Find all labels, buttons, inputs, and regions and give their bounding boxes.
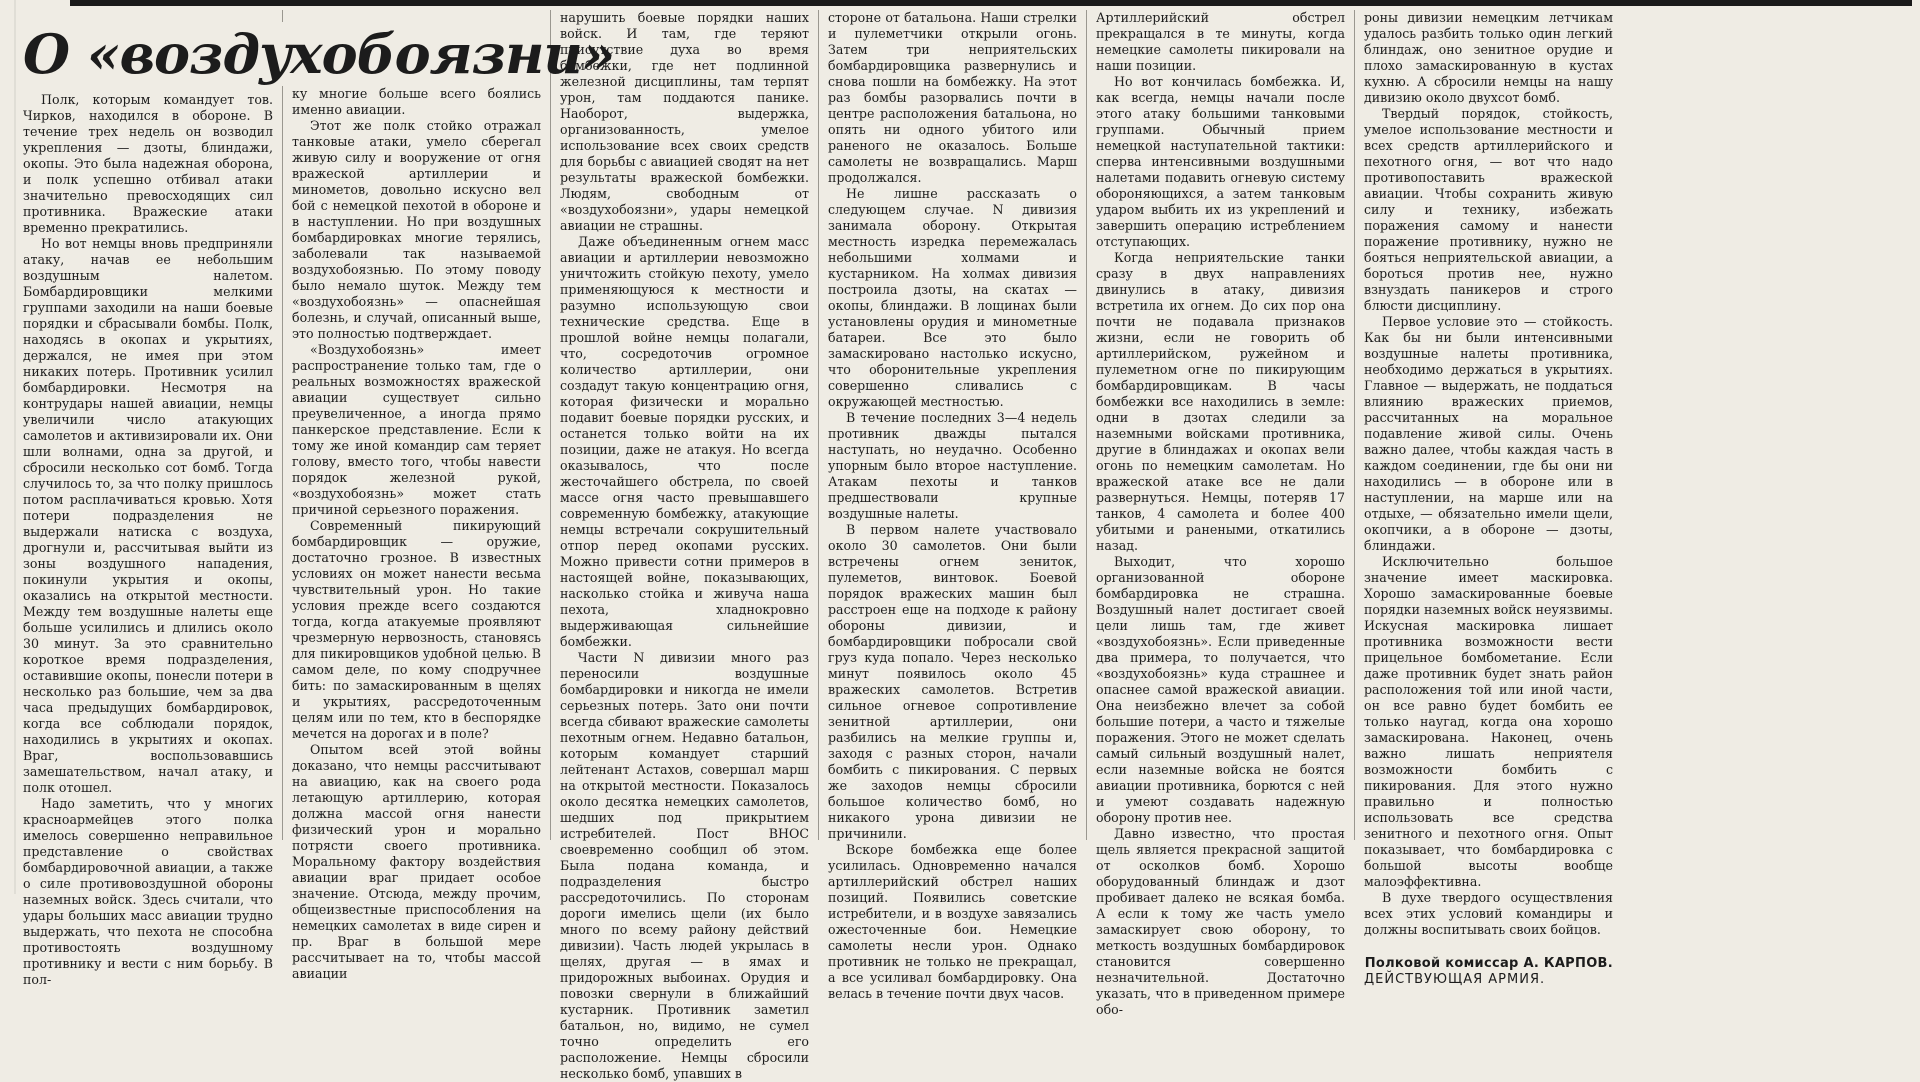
paragraph: Вскоре бомбежка еще более усилилась. Одновременно начался артиллерийский обстрел наших позиций. Появились советские истребители, и в воздухе завязались ожесточенные бои. Немецкие самолеты несли урон. Однако противник не только не прекращал, а все усиливал бомбардировку. Она велась в течение почти двух часов. bbox=[828, 842, 1077, 1001]
paragraph: Части N дивизии много раз переносили воздушные бомбардировки и никогда не имели серьезных потерь. Зато они почти всегда сбивают вражеские самолеты пехотным огнем. Недавно батальон, которым командует старший лейтенант Астахов, совершал марш на открытой местности. Показалось около десятка немецких самолетов, шедших под прикрытием истребителей. Пост ВНОС своевременно сообщил об этом. Была подана команда, и подразделения быстро рассредоточились. По сторонам дороги имелись щели (их было много по всему району действий дивизии). Часть людей укрылась в щелях, другая — в ямах и придорожных выбоинах. Орудия и повозки свернули в ближайший кустарник. Противник заметил батальон, но, видимо, не сумел точно определить его расположение. Немцы сбросили несколько бомб, упавших в bbox=[560, 650, 809, 1081]
article-column-6 bbox=[1354, 10, 1622, 987]
paragraph: Но вот кончилась бомбежка. И, как всегда, немцы начали после этого атаку большими танковыми группами. Обычный прием немецкой наступательной тактики: сперва интенсивными воздушными налетами подавить огневую систему обороняющихся, а затем танковым ударом выбить их из укреплений и завершить операцию истреблением отступающих. bbox=[1096, 74, 1345, 249]
paragraph: Когда неприятельские танки сразу в двух направлениях двинулись в атаку, дивизия встретила их огнем. До сих пор она почти не подавала признаков жизни, если не говорить об артиллерийском, ружейном и пулеметном огне по пикирующим бомбардировщикам. В часы бомбежки все находились в земле: одни в дзотах следили за наземными войсками противника, другие в блиндажах и окопах вели огонь по немецким самолетам. Но вражеской атаке все не дали развернуться. Немцы, потеряв 17 танков, 4 самолета и более 400 убитыми и ранеными, откатились назад. bbox=[1096, 250, 1345, 553]
author-signature: Полковой комиссар А. КАРПОВ. bbox=[1364, 956, 1613, 971]
article-column-2 bbox=[282, 10, 550, 981]
dateline: ДЕЙСТВУЮЩАЯ АРМИЯ. bbox=[1364, 972, 1546, 987]
paragraph: Выходит, что хорошо организованной обороне бомбардировка не страшна. Воздушный налет достигает своей цели лишь там, где живет «воздухобоязнь». Если приведенные два примера, то получается, что «воздухобоязнь» куда страшнее и опаснее самой вражеской авиации. Она неизбежно влечет за собой большие потери, а часто и тяжелые поражения. Этого не может сделать самый сильный воздушный налет, если наземные войска не боятся авиации противника, борются с ней и умеют создавать надежную оборону против нее. bbox=[1096, 554, 1345, 825]
paragraph: Опытом всей этой войны доказано, что немцы рассчитывают на авиацию, как на своего рода летающую артиллерию, которая должна массой огня нанести физический урон и морально потрясти своего противника. Моральному фактору воздействия авиации враг придает особое значение. Отсюда, между прочим, общеизвестные приспособления на немецких самолетах в виде сирен и пр. Враг в большой мере рассчитывает на то, чтобы массой авиации bbox=[292, 742, 541, 981]
paragraph: нарушить боевые порядки наших войск. И там, где теряют присутствие духа во время бомбежки, где нет подлинной железной дисциплины, там терпят урон, там поддаются панике. Наоборот, выдержка, организованность, умелое использование всех своих средств для борьбы с авиацией сводят на нет результаты вражеской бомбежки. Людям, свободным от «воздухобоязни», удары немецкой авиации не страшны. bbox=[560, 10, 809, 233]
article-column-3 bbox=[550, 10, 818, 1081]
paragraph: В духе твердого осуществления всех этих условий командиры и должны воспитывать своих бойцов. bbox=[1364, 890, 1613, 937]
paragraph: Даже объединенным огнем масс авиации и артиллерии невозможно уничтожить стойкую пехоту, умело применяющуюся к местности и разумно использующую свои технические средства. Еще в прошлой войне немцы полагали, что, сосредоточив огромное количество артиллерии, они создадут такую концентрацию огня, которая физически и морально подавит боевые порядки русских, и останется только войти на их позиции, даже не атакуя. Но всегда оказывалось, что после жесточайшего обстрела, по своей массе огня часто превышавшего современную бомбежку, атакующие немцы встречали сокрушительный отпор перед окопами русских. Можно привести сотни примеров в настоящей войне, показывающих, насколько стойка и живуча наша пехота, хладнокровно выдерживающая сильнейшие бомбежки. bbox=[560, 234, 809, 649]
paragraph: стороне от батальона. Наши стрелки и пулеметчики открыли огонь. Затем три неприятельских бомбардировщика развернулись и снова пошли на бомбежку. На этот раз бомбы разорвались почти в центре расположения батальона, но опять ни одного убитого или раненого не оказалось. Больше самолеты не возвращались. Марш продолжался. bbox=[828, 10, 1077, 185]
paragraph: Артиллерийский обстрел прекращался в те минуты, когда немецкие самолеты пикировали на наши позиции. bbox=[1096, 10, 1345, 73]
paragraph: Исключительно большое значение имеет маскировка. Хорошо замаскированные боевые порядки наземных войск неуязвимы. Искусная маскировка лишает противника возможности вести прицельное бомбометание. Если даже противник будет знать район расположения той или иной части, он все равно будет бомбить ее только наугад, когда она хорошо замаскирована. Наконец, очень важно лишать неприятеля возможности бомбить с пикирования. Для этого нужно правильно и полностью использовать все средства зенитного и пехотного огня. Опыт показывает, что бомбардировка с большой высоты вообще малоэффективна. bbox=[1364, 554, 1613, 889]
article-column-5 bbox=[1086, 10, 1354, 1017]
article-column-4 bbox=[818, 10, 1086, 1001]
paragraph: В первом налете участвовало около 30 самолетов. Они были встречены огнем зениток, пулеметов, винтовок. Боевой порядок вражеских машин был расстроен еще на подходе к району обороны дивизии, и бомбардировщики побросали свой груз куда попало. Через несколько минут появилось около 45 вражеских самолетов. Встретив сильное огневое сопротивление зенитной артиллерии, они разбились на мелкие группы и, заходя с разных сторон, начали бомбить с пикирования. С первых же заходов немцы сбросили большое количество бомб, но никакого урона дивизии не причинили. bbox=[828, 522, 1077, 841]
paragraph: Не лишне рассказать о следующем случае. N дивизия занимала оборону. Открытая местность изредка перемежалась небольшими холмами и кустарником. На холмах дивизия построила дзоты, на скатах — окопы, блиндажи. В лощинах были установлены орудия и минометные батареи. Все это было замаскировано настолько искусно, что оборонительные укрепления совершенно сливались с окружающей местностью. bbox=[828, 186, 1077, 409]
paragraph: Но вот немцы вновь предприняли атаку, начав ее небольшим воздушным налетом. Бомбардировщики мелкими группами заходили на наши боевые порядки и сбрасывали бомбы. Полк, находясь в окопах и укрытиях, держался, не имея при этом никаких потерь. Противник усилил бомбардировки. Несмотря на контрудары нашей авиации, немцы увеличили число атакующих самолетов и активизировали их. Они шли волнами, одна за другой, и сбросили несколько сот бомб. Тогда случилось то, за что полку пришлось потом расплачиваться кровью. Хотя потери подразделения не выдержали натиска с воздуха, дрогнули и, рассчитывая выйти из зоны воздушного нападения, покинули укрытия и окопы, оказались на открытой местности. Между тем воздушные налеты еще больше усилились и длились около 30 минут. За это сравнительно короткое время подразделения, оставившие окопы, понесли потери в несколько раз большие, чем за два часа предыдущих бомбардировок, когда все соблюдали порядок, находились в укрытиях и окопах. Враг, воспользовавшись замешательством, начал атаку, и полк отошел. bbox=[23, 236, 273, 795]
article-columns bbox=[14, 10, 1912, 1081]
article-headline: О «воздухобоязни» bbox=[23, 22, 615, 86]
paragraph: В течение последних 3—4 недель противник дважды пытался наступать, но неудачно. Особенно упорным было второе наступление. Атакам пехоты и танков предшествовали крупные воздушные налеты. bbox=[828, 410, 1077, 521]
paragraph: Давно известно, что простая щель является прекрасной защитой от осколков бомб. Хорошо оборудованный блиндаж и дзот пробивает далеко не всякая бомба. А если к тому же часть умело замаскирует свою оборону, то меткость воздушных бомбардировок становится совершенно незначительной. Достаточно указать, что в приведенном примере обо- bbox=[1096, 826, 1345, 1017]
paragraph: Этот же полк стойко отражал танковые атаки, умело сберегал живую силу и вооружение от огня вражеской артиллерии и минометов, довольно искусно вел бой с немецкой пехотой в обороне и в наступлении. Но при воздушных бомбардировках многие терялись, заболевали так называемой воздухобоязнью. По этому поводу было немало шуток. Между тем «воздухобоязнь» — опаснейшая болезнь, и случай, описанный выше, это полностью подтверждает. bbox=[292, 118, 541, 341]
paragraph: Надо заметить, что у многих красноармейцев этого полка имелось совершенно неправильное представление о свойствах бомбардировочной авиации, а также о силе противовоздушной обороны наземных войск. Здесь считали, что удары больших масс авиации трудно выдержать, что пехота не способна противостоять воздушному противнику и вести с ним борьбу. В пол- bbox=[23, 796, 273, 987]
paragraph: Твердый порядок, стойкость, умелое использование местности и всех средств артиллерийского и пехотного огня, — вот что надо противопоставить вражеской авиации. Чтобы сохранить живую силу и технику, избежать поражения самому и нанести поражение противнику, нужно не бояться неприятельской авиации, а бороться против нее, нужно взнуздать паникеров и строго блюсти дисциплину. bbox=[1364, 106, 1613, 313]
paragraph: Первое условие это — стойкость. Как бы ни были интенсивными воздушные налеты противника, необходимо держаться в укрытиях. Главное — выдержать, не поддаться влиянию вражеских приемов, рассчитанных на моральное подавление живой силы. Очень важно далее, чтобы каждая часть в каждом соединении, где бы они ни находились — в обороне или в наступлении, на марше или на отдыхе, — обязательно имели щели, окопчики, а в обороне — дзоты, блиндажи. bbox=[1364, 314, 1613, 553]
top-rule bbox=[70, 0, 1912, 6]
headline-block bbox=[23, 22, 615, 86]
paragraph: Полк, которым командует тов. Чирков, находился в обороне. В течение трех недель он возводил укрепления — дзоты, блиндажи, окопы. Это была надежная оборона, и полк успешно отбивал атаки значительно превосходящих сил противника. Вражеские атаки временно прекратились. bbox=[23, 92, 273, 235]
paragraph: Современный пикирующий бомбардировщик — оружие, достаточно грозное. В известных условиях он может нанести весьма чувствительный урон. Но такие условия прежде всего создаются тогда, когда атакуемые проявляют чрезмерную нервозность, становясь для пикировщиков удобной целью. В самом деле, по кому сподручнее бить: по замаскированным в щелях и укрытиях, рассредоточенным целям или по тем, кто в беспорядке мечется на дорогах и в поле? bbox=[292, 518, 541, 741]
paragraph: ку многие больше всего боялись именно авиации. bbox=[292, 86, 541, 117]
paragraph: роны дивизии немецким летчикам удалось разбить только один легкий блиндаж, оно зенитное орудие и плохо замаскированную в кустах кухню. А сбросили немцы на нашу дивизию около двухсот бомб. bbox=[1364, 10, 1613, 105]
paragraph: «Воздухобоязнь» имеет распространение только там, где о реальных возможностях вражеской авиации существует сильно преувеличенное, а иногда прямо панкерское представление. Если к тому же иной командир сам теряет голову, вместо того, чтобы навести порядок железной рукой, «воздухобоязнь» может стать причиной серьезного поражения. bbox=[292, 342, 541, 517]
page-edge bbox=[14, 0, 16, 894]
